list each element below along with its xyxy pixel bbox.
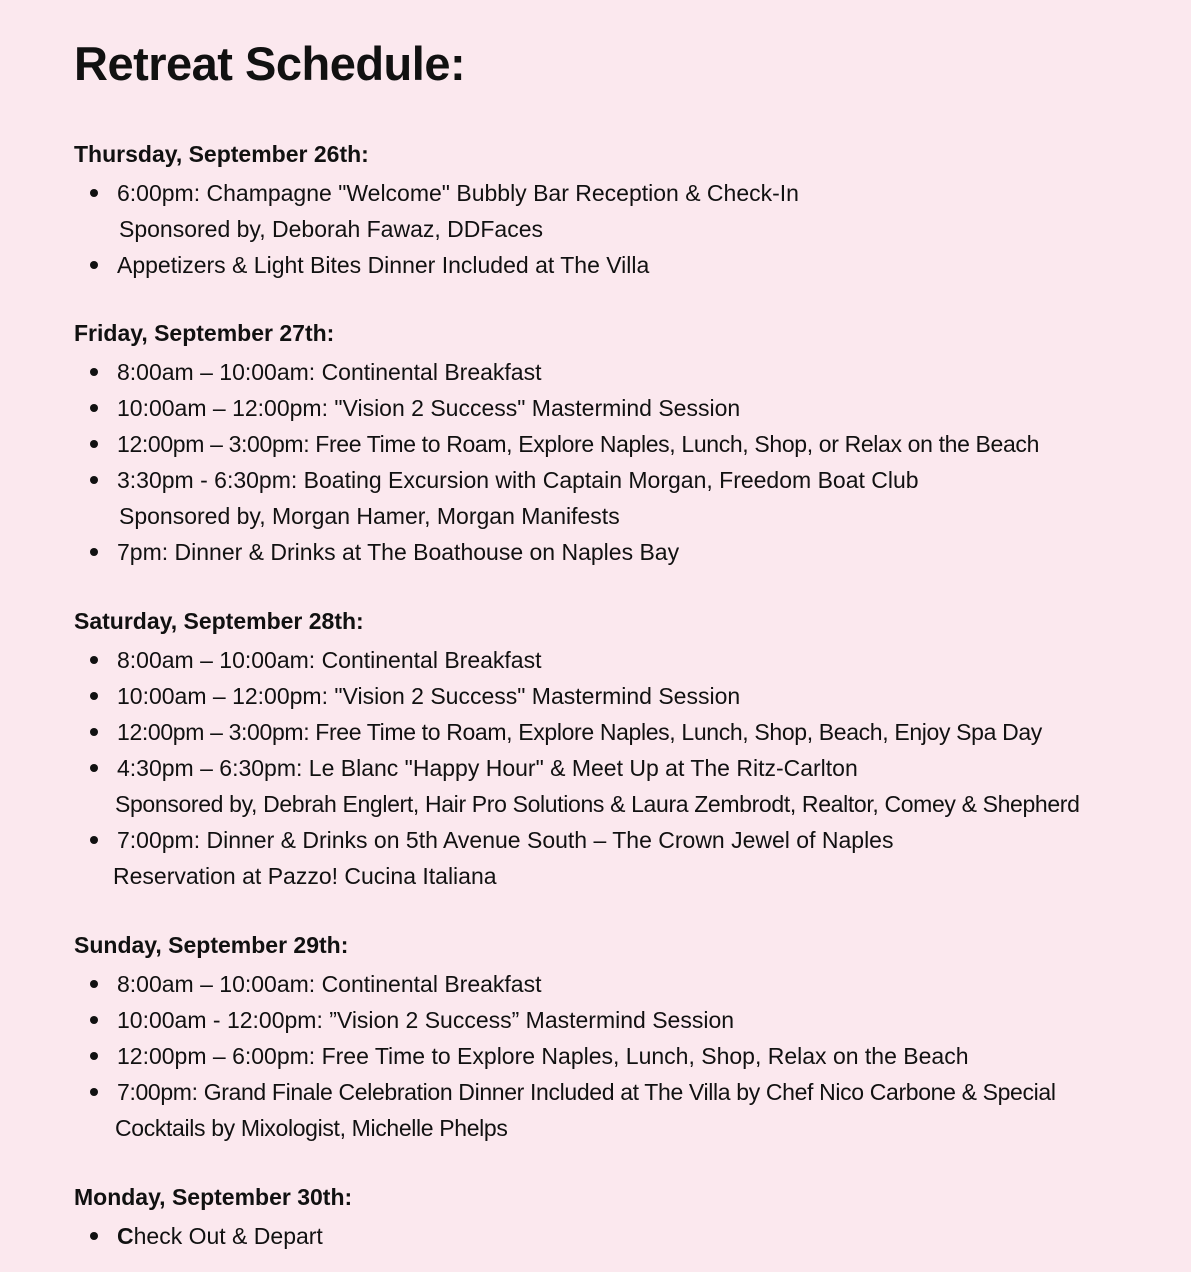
list-item xyxy=(74,750,1174,822)
day-heading: Monday, September 30th: xyxy=(74,1184,353,1210)
list-item xyxy=(74,390,1174,426)
item-subtext: Sponsored by, Morgan Hamer, Morgan Manifests xyxy=(119,503,620,529)
list-item xyxy=(74,714,1174,750)
day-thursday xyxy=(74,139,1174,283)
bullet-icon xyxy=(90,728,98,736)
item-text: 7pm: Dinner & Drinks at The Boathouse on Naples Bay xyxy=(117,539,680,565)
bullet-icon xyxy=(90,1088,98,1096)
bullet-icon xyxy=(90,764,98,772)
item-subtext: Reservation at Pazzo! Cucina Italiana xyxy=(113,863,497,889)
item-text: 10:00am – 12:00pm: "Vision 2 Success" Mastermind Session xyxy=(117,683,741,709)
item-text: 7:00pm: Grand Finale Celebration Dinner Included at The Villa by Chef Nico Carbone & Special xyxy=(117,1079,1056,1105)
bullet-icon xyxy=(90,548,98,556)
list-item xyxy=(74,354,1174,390)
day-monday xyxy=(74,1182,1174,1254)
item-subtext: Cocktails by Mixologist, Michelle Phelps xyxy=(115,1115,508,1141)
bullet-icon xyxy=(90,404,98,412)
item-text: 4:30pm – 6:30pm: Le Blanc "Happy Hour" & Meet Up at The Ritz-Carlton xyxy=(117,755,858,781)
list-item xyxy=(74,1038,1174,1074)
list-item xyxy=(74,175,1174,247)
bullet-icon xyxy=(90,189,98,197)
item-list xyxy=(74,966,1174,1146)
list-item xyxy=(74,678,1174,714)
item-list xyxy=(74,354,1174,570)
item-text: 12:00pm – 3:00pm: Free Time to Roam, Explore Naples, Lunch, Shop, Beach, Enjoy Spa Day xyxy=(117,719,1042,745)
list-item xyxy=(74,1074,1174,1146)
bullet-icon xyxy=(90,1232,98,1240)
list-item xyxy=(74,1002,1174,1038)
list-item xyxy=(74,822,1174,894)
item-list xyxy=(74,175,1174,283)
bullet-icon xyxy=(90,476,98,484)
item-text: heck Out & Depart xyxy=(133,1223,323,1249)
list-item xyxy=(74,426,1174,462)
bullet-icon xyxy=(90,656,98,664)
page-title: Retreat Schedule: xyxy=(74,37,466,90)
bullet-icon xyxy=(90,836,98,844)
bullet-icon xyxy=(90,1052,98,1060)
bullet-icon xyxy=(90,440,98,448)
item-list xyxy=(74,642,1174,894)
item-text: 8:00am – 10:00am: Continental Breakfast xyxy=(117,971,542,997)
list-item xyxy=(74,966,1174,1002)
list-item xyxy=(74,1218,1174,1254)
item-text: 6:00pm: Champagne "Welcome" Bubbly Bar Reception & Check-In xyxy=(117,180,799,206)
day-heading: Thursday, September 26th: xyxy=(74,141,369,167)
bullet-icon xyxy=(90,261,98,269)
day-heading: Saturday, September 28th: xyxy=(74,608,364,634)
item-first-letter: C xyxy=(117,1223,134,1249)
item-text: 8:00am – 10:00am: Continental Breakfast xyxy=(117,359,542,385)
list-item xyxy=(74,247,1174,283)
list-item xyxy=(74,534,1174,570)
item-list xyxy=(74,1218,1174,1254)
bullet-icon xyxy=(90,692,98,700)
bullet-icon xyxy=(90,1016,98,1024)
day-sunday xyxy=(74,930,1174,1146)
day-heading: Friday, September 27th: xyxy=(74,320,335,346)
bullet-icon xyxy=(90,368,98,376)
item-text: 10:00am – 12:00pm: "Vision 2 Success" Mastermind Session xyxy=(117,395,741,421)
list-item xyxy=(74,462,1174,534)
item-text: 12:00pm – 3:00pm: Free Time to Roam, Explore Naples, Lunch, Shop, or Relax on the Beach xyxy=(117,431,1040,457)
item-text: 12:00pm – 6:00pm: Free Time to Explore Naples, Lunch, Shop, Relax on the Beach xyxy=(117,1043,969,1069)
item-subtext: Sponsored by, Deborah Fawaz, DDFaces xyxy=(119,216,543,242)
item-subtext: Sponsored by, Debrah Englert, Hair Pro Solutions & Laura Zembrodt, Realtor, Comey & Shepherd xyxy=(115,791,1080,817)
bullet-icon xyxy=(90,980,98,988)
item-text: 10:00am - 12:00pm: ”Vision 2 Success” Mastermind Session xyxy=(117,1007,735,1033)
day-saturday xyxy=(74,606,1174,894)
item-text: 3:30pm - 6:30pm: Boating Excursion with Captain Morgan, Freedom Boat Club xyxy=(117,467,919,493)
item-text: 7:00pm: Dinner & Drinks on 5th Avenue South – The Crown Jewel of Naples xyxy=(117,827,894,853)
item-text: Appetizers & Light Bites Dinner Included at The Villa xyxy=(117,252,650,278)
list-item xyxy=(74,642,1174,678)
day-friday xyxy=(74,318,1174,570)
day-heading: Sunday, September 29th: xyxy=(74,932,349,958)
item-text: 8:00am – 10:00am: Continental Breakfast xyxy=(117,647,542,673)
